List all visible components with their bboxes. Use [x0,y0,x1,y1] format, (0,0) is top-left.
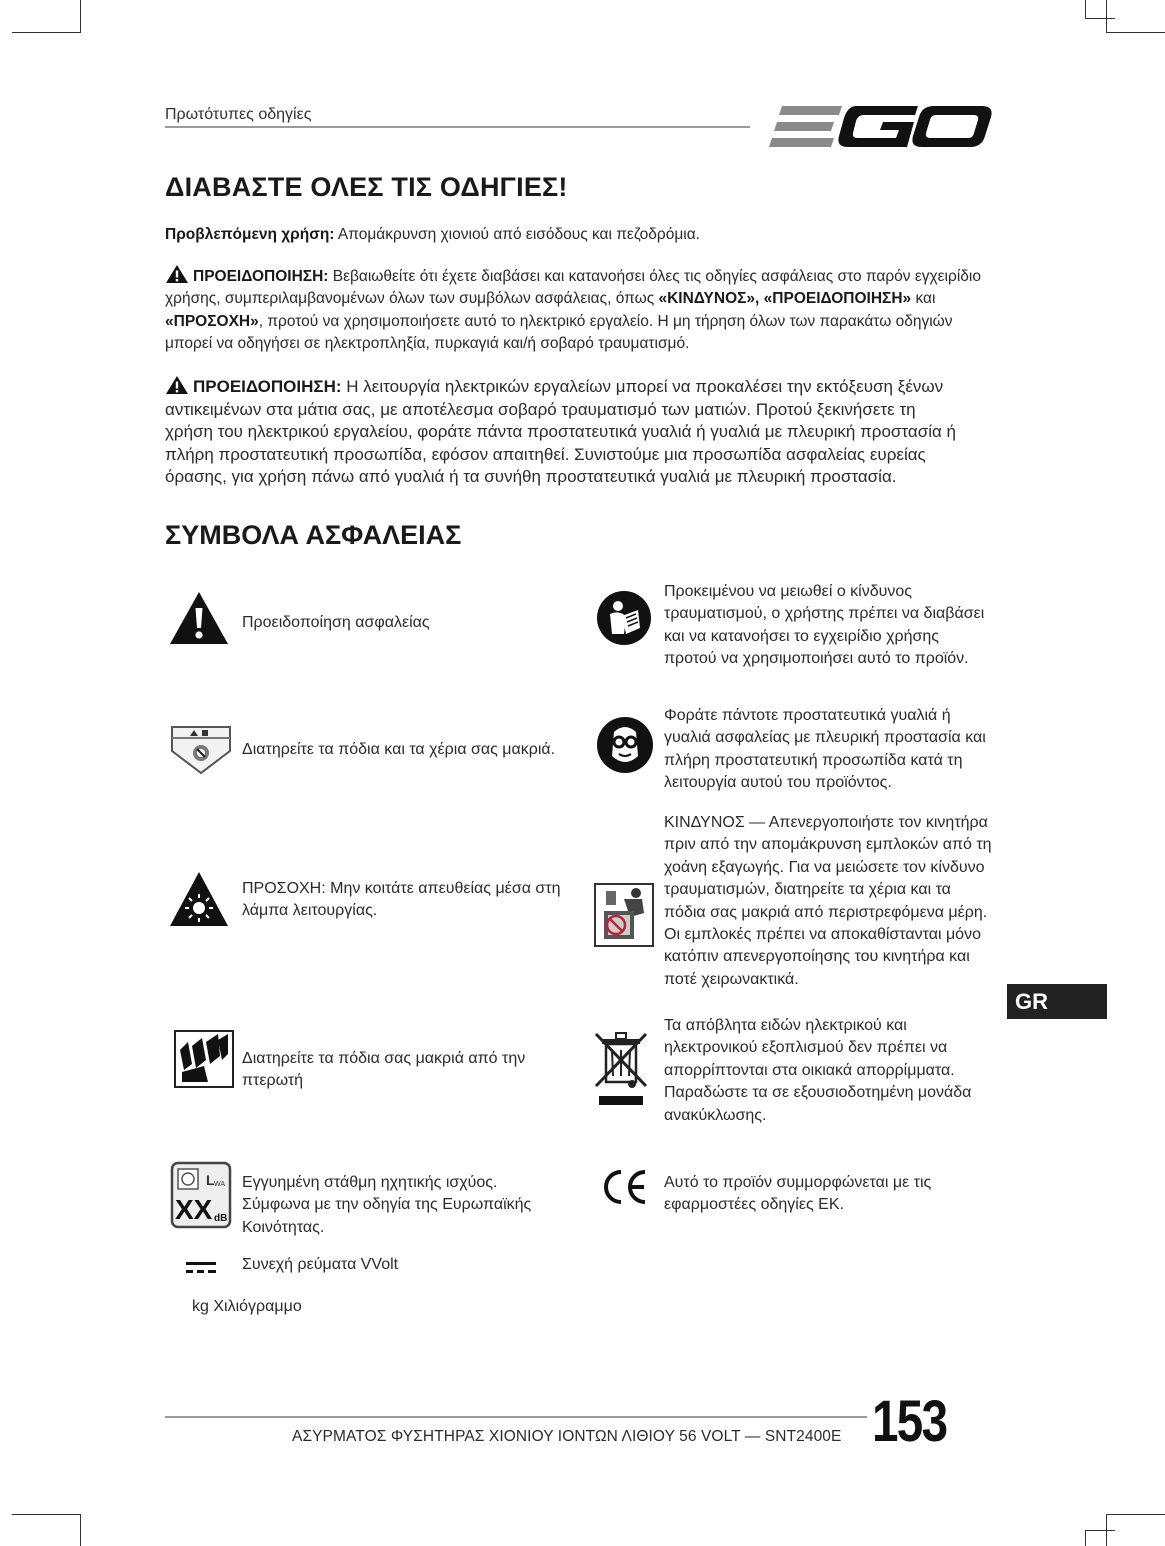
symbol-text-kg: kg Χιλιόγραμμο [192,1298,302,1315]
ce-mark-icon [602,1168,648,1211]
warning1-text-b: , προτού να χρησιμοποιήσετε αυτό το ηλεκτρικό εργαλείο. Η μη τήρηση όλων των παρακάτω οδηγιών μπορεί να οδηγήσει σε ηλεκτροπληξία, πυρκαγιά και/ή σοβαρό τραυματισμό. [165,312,953,352]
page-number: 153 [872,1389,947,1454]
symbol-text-hands-feet: Διατηρείτε τα πόδια και τα χέρια σας μακριά. [242,741,556,758]
symbol-text-lamp: ΠΡΟΣΟΧΗ: Μην κοιτάτε απευθείας μέσα στη λάμπα λειτουργίας. [242,880,561,920]
weee-bin-icon [594,1030,650,1113]
crop-mark [1085,0,1086,18]
crop-mark [1085,18,1115,19]
intended-use [165,224,995,246]
warning-triangle-icon [165,264,189,284]
crop-mark [80,0,81,33]
crop-mark [12,32,80,33]
warning1-label: ΠΡΟΕΙΔΟΠΟΙΗΣΗ: [193,268,329,285]
eye-protection-icon [596,716,654,779]
dc-current-icon [186,1260,218,1281]
svg-text:L: L [206,1172,215,1188]
lamp-warning-icon [168,870,230,933]
warning-triangle-icon [165,375,189,395]
auger-keep-feet-away-icon [174,1030,234,1093]
warning2-text: Η λειτουργία ηλεκτρικών εργαλείων μπορεί να προκαλέσει την εκτόξευση ξένων αντικειμένων στα μάτια σας, με αποτέλεσμα σοβαρό τραυματισμό των ματιών. Προτού ξεκινήσετε τη χρήση του ηλεκτρικού εργαλείου, φοράτε πάντα προστατευτικά γυαλιά ή γυαλιά με πλευρική προστασία ή πλήρη προστατευτική προσωπίδα, εφόσον απαιτηθεί. Συνιστούμε μια προσωπίδα ασφαλείας ευρείας όρασης, για χρήση πάνω από γυαλιά ή τα συνήθη προστατευτικά γυαλιά με πλευρική προστασία. [165,377,957,486]
noise-icon-text: XX [175,1194,213,1225]
warning1-text-a: Βεβαιωθείτε ότι έχετε διαβάσει και κατανοήσει όλες τις οδηγίες ασφάλειας στο παρόν εγχειρίδιο χρήσης, συμπεριλαμβανομένων όλων των συμβόλων ασφάλειας, όπως [165,268,981,308]
warning1-proeidopoiisi: «ΠΡΟΕΙΔΟΠΟΙΗΣΗ» [763,290,912,308]
crop-mark [1106,1514,1165,1515]
ego-logo [768,100,994,161]
symbol-text-noise: Εγγυημένη στάθμη ηχητικής ισχύος. Σύμφωνα με την οδηγία της Ευρωπαϊκής Κοινότητας. [242,1174,532,1236]
page-title: ΔΙΑΒΑΣΤΕ ΟΛΕΣ ΤΙΣ ΟΔΗΓΙΕΣ! [165,172,568,202]
hands-feet-keep-away-icon [170,725,232,780]
symbol-text-dc: Συνεχή ρεύματα VVolt [242,1256,399,1273]
crop-mark [1106,0,1107,33]
footer-rule [165,1416,867,1418]
intended-use-label: Προβλεπόμενη χρήση: [165,226,335,243]
warning2-label: ΠΡΟΕΙΔΟΠΟΙΗΣΗ: [193,377,342,396]
intended-use-text: Απομάκρυνση χιονιού από εισόδους και πεζοδρόμια. [334,226,700,243]
crop-mark [80,1514,81,1546]
noise-level-icon [170,1161,232,1234]
header-rule [165,126,750,128]
warning1-sep: , [755,290,764,308]
header-label: Πρωτότυπες οδηγίες [165,106,312,123]
crop-mark [12,1514,80,1515]
warning-paragraph-1 [165,264,995,355]
symbol-text-weee: Τα απόβλητα ειδών ηλεκτρικού και ηλεκτρονικού εξοπλισμού δεν πρέπει να απορρίπτονται στα οικιακά απορρίμματα. Παραδώστε τα σε εξουσιοδοτημένη μονάδα ανακύκλωσης. [664,1017,972,1124]
symbol-text-danger: ΚΙΝΔΥΝΟΣ — Απενεργοποιήστε τον κινητήρα πριν από την απομάκρυνση εμπλοκών από τη χοάνη εξαγωγής. Για να μειώσετε τον κίνδυνο τραυματισμών, διατηρείτε τα χέρια και τα πόδια σας μακριά από περιστρεφόμενα μέρη. Οι εμπλοκές πρέπει να αποκαθίστανται μόνο κατόπιν απενεργοποίησης του κινητήρα και ποτέ χειρωνακτικά. [664,814,992,988]
language-tab: GR [1007,984,1107,1019]
warning-paragraph-2 [165,375,965,489]
symbol-text-auger: Διατηρείτε τα πόδια σας μακριά από την πτερωτή [242,1050,526,1090]
crop-mark [1085,1530,1086,1546]
safety-alert-icon [168,590,230,651]
warning1-prosoxi: «ΠΡΟΣΟΧΗ» [165,312,259,330]
symbol-text-ce: Αυτό το προϊόν συμμορφώνεται με τις εφαρμοστέες οδηγίες ΕΚ. [664,1174,932,1214]
crop-mark [1106,32,1165,33]
read-manual-icon [596,590,652,651]
symbol-text-manual: Προκειμένου να μειωθεί ο κίνδυνος τραυματισμού, ο χρήστης πρέπει να διαβάσει και να κατανοήσει το εγχειρίδιο χρήσης προτού να χρησιμοποιήσει αυτό το προϊόν. [664,583,985,668]
chute-danger-icon [594,883,654,952]
symbol-text-eye: Φοράτε πάντοτε προστατευτικά γυαλιά ή γυαλιά ασφαλείας με πλευρική προστασία και πλήρη προστατευτική προσωπίδα κατά τη λειτουργία αυτού του προϊόντος. [664,707,986,792]
crop-mark [1085,1530,1115,1531]
svg-text:WA: WA [214,1181,226,1188]
symbols-title: ΣΥΜΒΟΛΑ ΑΣΦΑΛΕΙΑΣ [165,520,462,550]
footer-text: ΑΣΥΡΜΑΤΟΣ ΦΥΣΗΤΗΡΑΣ ΧΙΟΝΙΟΥ ΙΟΝΤΩΝ ΛΙΘΙΟΥ 56 VOLT — SNT2400E [292,1428,842,1445]
symbol-text-alert: Προειδοποίηση ασφαλείας [242,614,430,631]
warning1-kai: και [911,290,936,308]
noise-icon-unit: dB [214,1213,228,1224]
warning1-kindynos: «ΚΙΝΔΥΝΟΣ» [658,290,756,308]
